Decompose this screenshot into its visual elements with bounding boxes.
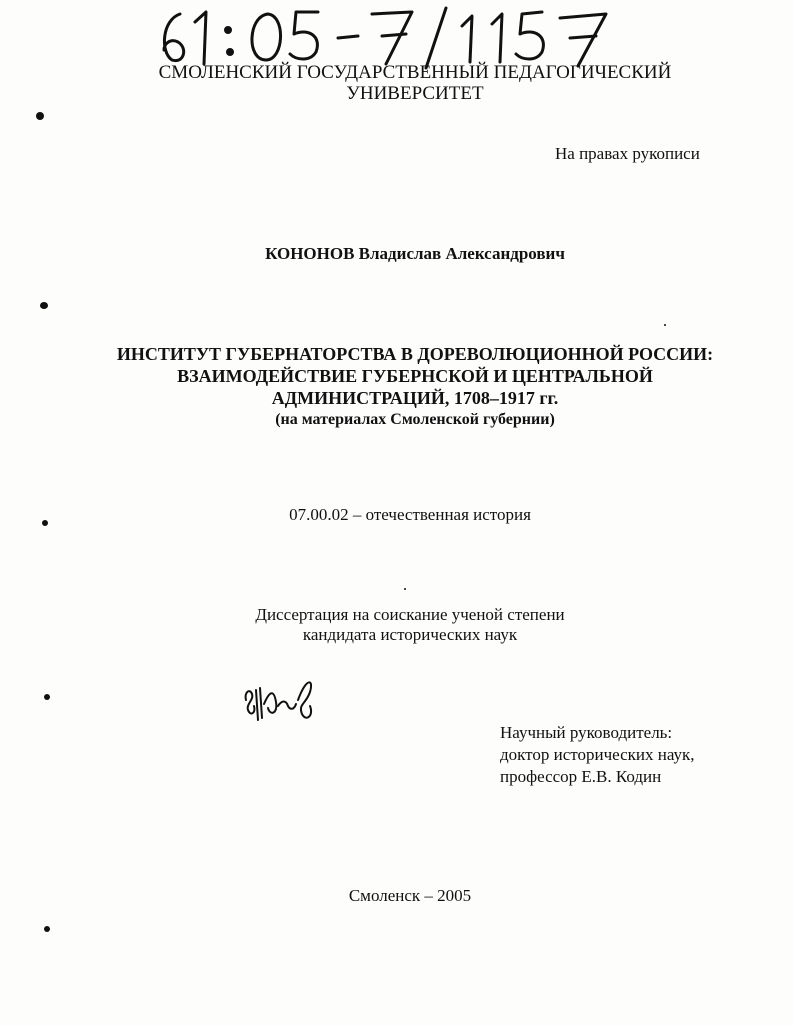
scan-speck <box>664 324 666 326</box>
scan-hole-mark <box>40 302 48 309</box>
university-line-2: УНИВЕРСИТЕТ <box>346 83 484 104</box>
dissertation-title <box>100 343 730 431</box>
degree-statement <box>150 605 670 645</box>
title-line-4: (на материалах Смоленской губернии) <box>275 411 555 428</box>
supervisor-line-3: профессор Е.В. Кодин <box>500 767 662 786</box>
author-name: КОНОНОВ Владислав Александрович <box>265 244 565 263</box>
degree-line-2: кандидата исторических наук <box>302 625 518 644</box>
scan-hole-mark <box>44 926 50 932</box>
scan-hole-mark <box>36 112 44 120</box>
title-line-1: ИНСТИТУТ ГУБЕРНАТОРСТВА В ДОРЕВОЛЮЦИОННОЙ РОССИИ: <box>116 344 714 364</box>
university-line-1: СМОЛЕНСКИЙ ГОСУДАРСТВЕННЫЙ ПЕДАГОГИЧЕСКИЙ <box>158 62 672 83</box>
scientific-supervisor <box>500 722 695 788</box>
rights-note: На правах рукописи <box>555 144 700 163</box>
supervisor-line-1: Научный руководитель: <box>500 723 673 742</box>
university-name <box>150 62 680 104</box>
title-line-3: АДМИНИСТРАЦИЙ, 1708–1917 гг. <box>271 388 559 408</box>
scan-speck <box>404 588 406 590</box>
scan-hole-mark <box>42 520 48 526</box>
specialty-code: 07.00.02 – отечественная история <box>289 505 531 524</box>
degree-line-1: Диссертация на соискание ученой степени <box>255 605 565 624</box>
signature <box>240 670 320 725</box>
supervisor-line-2: доктор исторических наук, <box>500 745 695 764</box>
city-year: Смоленск – 2005 <box>348 886 472 905</box>
scan-hole-mark <box>44 694 50 700</box>
title-line-2: ВЗАИМОДЕЙСТВИЕ ГУБЕРНСКОЙ И ЦЕНТРАЛЬНОЙ <box>177 366 653 386</box>
